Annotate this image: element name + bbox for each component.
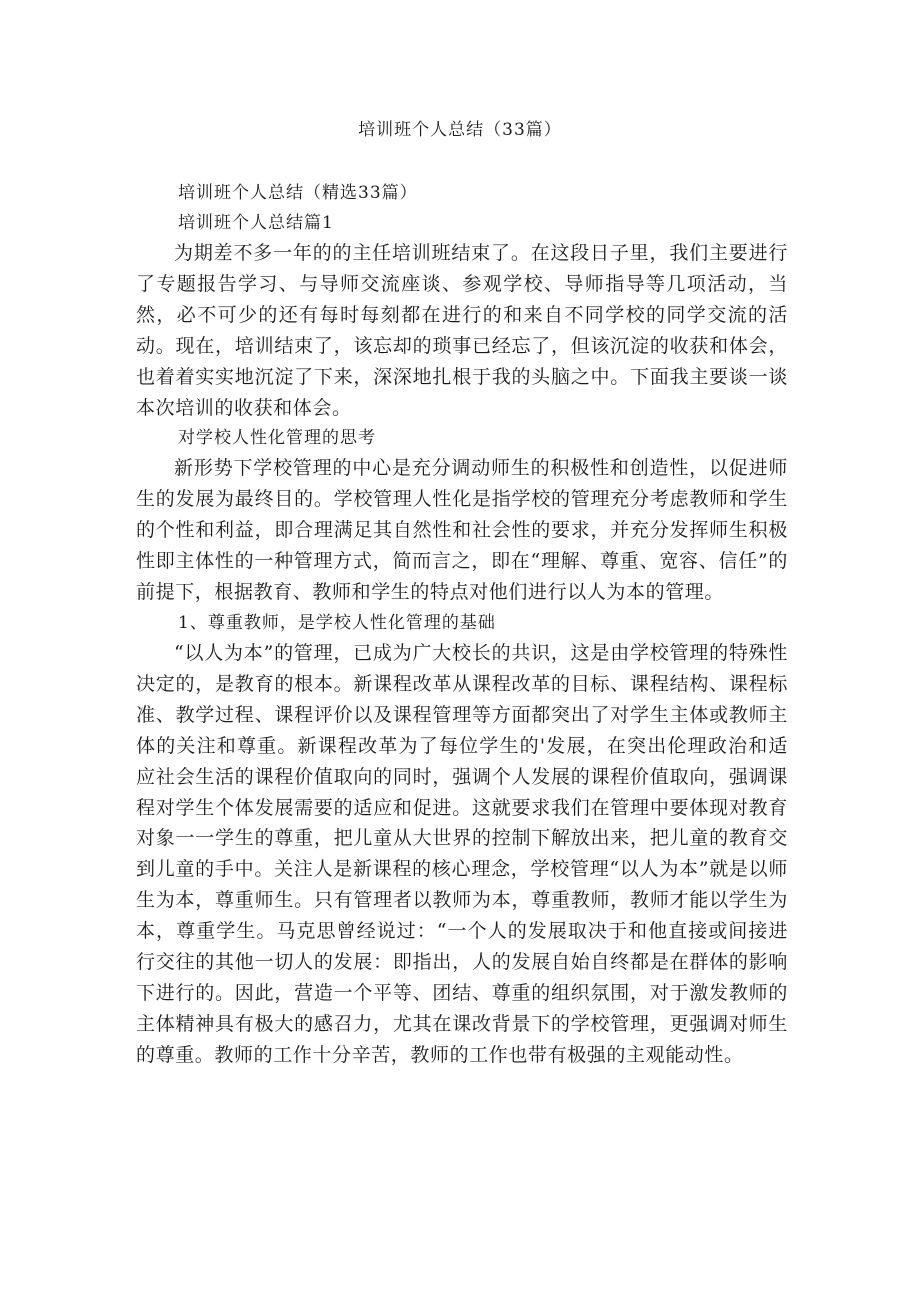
section-title: 培训班个人总结篇1 bbox=[178, 213, 334, 233]
heading-respect-teachers: 1、尊重教师，是学校人性化管理的基础 bbox=[178, 612, 496, 633]
document-body bbox=[136, 178, 788, 1071]
document-title: 培训班个人总结（33篇） bbox=[358, 120, 562, 140]
paragraph-intro: 为期差不多一年的的主任培训班结束了。在这段日子里，我们主要进行了专题报告学习、与导师交流座谈、参观学校、导师指导等几项活动，当然，必不可少的还有每时每刻都在进行的和来自不同学校的同学交流的活动。现在，培训结束了，该忘却的琐事已经忘了，但该沉淀的收获和体会，也着着实实地沉淀了下来，深深地扎根于我的头脑之中。下面我主要谈一谈本次培训的收获和体会。 bbox=[136, 242, 788, 419]
heading-humanized-management: 对学校人性化管理的思考 bbox=[178, 428, 376, 449]
paragraph-people-oriented: “以人为本”的管理，已成为广大校长的共识，这是由学校管理的特殊性决定的，是教育的根本。新课程改革从课程改革的目标、课程结构、课程标准、教学过程、课程评价以及课程管理等方面都突出了对学生主体或教师主体的关注和尊重。新课程改革为了每位学生的'发展，在突出伦理政治和适应社会生活的课程价值取向的同时，强调个人发展的课程价值取向，强调课程对学生个体发展需要的适应和促进。这就要求我们在管理中要体现对教育对象一一学生的尊重，把儿童从大世界的控制下解放出来，把儿童的教育交到儿童的手中。关注人是新课程的核心理念，学校管理“以人为本”就是以师生为本，尊重师生。只有管理者以教师为本，尊重教师，教师才能以学生为本，尊重学生。马克思曾经说过：“一个人的发展取决于和他直接或间接进行交往的其他一切人的发展：即指出，人的发展自始自终都是在群体的影响下进行的。因此，营造一个平等、团结、尊重的组织氛围，对于激发教师的主体精神具有极大的感召力，尤其在课改背景下的学校管理，更强调对师生的尊重。教师的工作十分辛苦，教师的工作也带有极强的主观能动性。 bbox=[136, 641, 788, 1066]
paragraph-management-center: 新形势下学校管理的中心是充分调动师生的积极性和创造性，以促进师生的发展为最终目的。学校管理人性化是指学校的管理充分考虑教师和学生的个性和利益，即合理满足其自然性和社会性的要求，并充分发挥师生积极性即主体性的一种管理方式，简而言之，即在“理解、尊重、宽容、信任”的前提下，根据教育、教师和学生的特点对他们进行以人为本的管理。 bbox=[136, 457, 788, 604]
document-subtitle: 培训班个人总结（精选33篇） bbox=[178, 183, 418, 203]
